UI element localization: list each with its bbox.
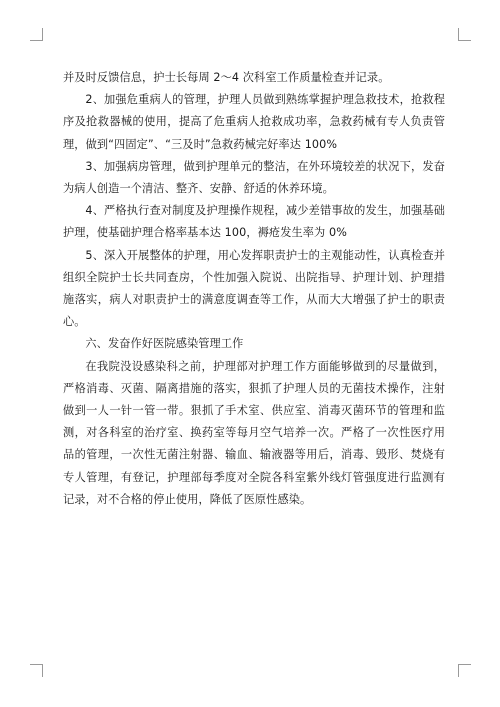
crop-mark-top-right <box>458 28 471 41</box>
document-body <box>63 67 445 511</box>
paragraph-infection-control: 在我院没设感染科之前，护理部对护理工作方面能够做到的尽量做到，严格消毒、灭菌、隔离措施的落实，狠抓了护理人员的无菌技术操作，注射做到一人一针一管一带。狠抓了手术室、供应室、消毒灭菌环节的管理和监测，对各科室的治疗室、换药室等每月空气培养一次。严格了一次性医疗用品的管理，一次性无菌注射器、输血、输液器等用后，消毒、毁形、焚烧有专人管理，有登记，护理部每季度对全院各科室紫外线灯管强度进行监测有记录，对不合格的停止使用，降低了医原性感染。 <box>63 359 445 506</box>
section-heading-infection-control: 六、发奋作好医院感染管理工作 <box>85 337 244 351</box>
crop-mark-bottom-right <box>458 664 471 677</box>
paragraph-ward-management: 3、加强病房管理，做到护理单元的整洁，在外环境较差的状况下，发奋为病人创造一个清洁、整齐、安静、舒适的休养环境。 <box>63 159 445 196</box>
crop-mark-top-left <box>30 28 43 41</box>
paragraph-critical-patient-management: 2、加强危重病人的管理，护理人员做到熟练掌握护理急救技术，抢救程序及抢救器械的使用，提高了危重病人抢救成功率，急救药械有专人负责管理，做到“四固定”、“三及时”急救药械完好率达 100% <box>63 93 445 151</box>
crop-mark-bottom-left <box>30 664 43 677</box>
paragraph-checking-system: 4、严格执行查对制度及护理操作规程，减少差错事故的发生，加强基础护理，使基础护理合格率基本达 100，褥疮发生率为 0% <box>63 204 445 240</box>
paragraph-holistic-nursing: 5、深入开展整体的护理，用心发挥职责护士的主观能动性，认真检查并组织全院护士长共同查房，个性加强入院说、出院指导、护理计划、护理措施落实，病人对职责护士的满意度调查等工作，从而大大增强了护士的职责心。 <box>63 248 445 329</box>
paragraph-continuation: 并及时反馈信息，护士长每周 2～4 次科室工作质量检查并记录。 <box>63 71 390 84</box>
